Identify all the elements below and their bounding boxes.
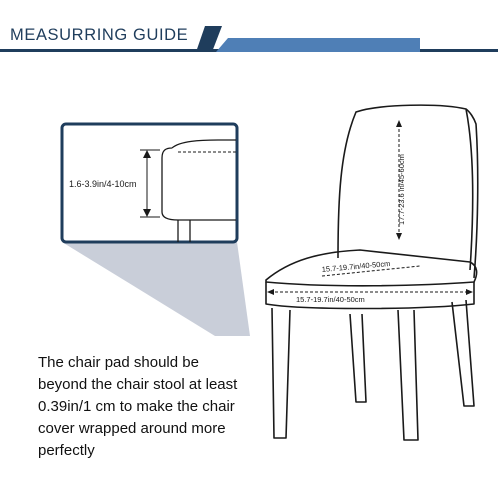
page-title: MEASURRING GUIDE — [10, 26, 189, 44]
callout-funnel — [62, 242, 250, 336]
thickness-label: 1.6-3.9in/4-10cm — [69, 179, 137, 189]
chair — [266, 105, 478, 440]
chair-pad-note: The chair pad should be beyond the chair stool at least 0.39in/1 cm to make the chair cover wrapped around more perfectly — [38, 354, 238, 459]
chair-back-edge — [466, 109, 478, 278]
back-height-arrowhead-bottom — [396, 233, 402, 240]
back-height-label: 17.7-23.6 in/45-60cm — [397, 154, 406, 225]
chair-front-leg-right — [398, 310, 418, 440]
seat-depth-label: 15.7-19.7in/40-50cm — [321, 259, 391, 274]
seat-width-arrowhead-left — [267, 289, 274, 295]
detail-inset — [62, 124, 237, 242]
chair-back-leg-left — [350, 314, 366, 402]
chair-back-leg-right — [452, 300, 474, 406]
seat-width-label: 15.7-19.7in/40-50cm — [296, 295, 365, 304]
back-height-arrowhead-top — [396, 120, 402, 127]
chair-front-leg-left — [272, 308, 290, 438]
seat-width-arrowhead-right — [466, 289, 473, 295]
